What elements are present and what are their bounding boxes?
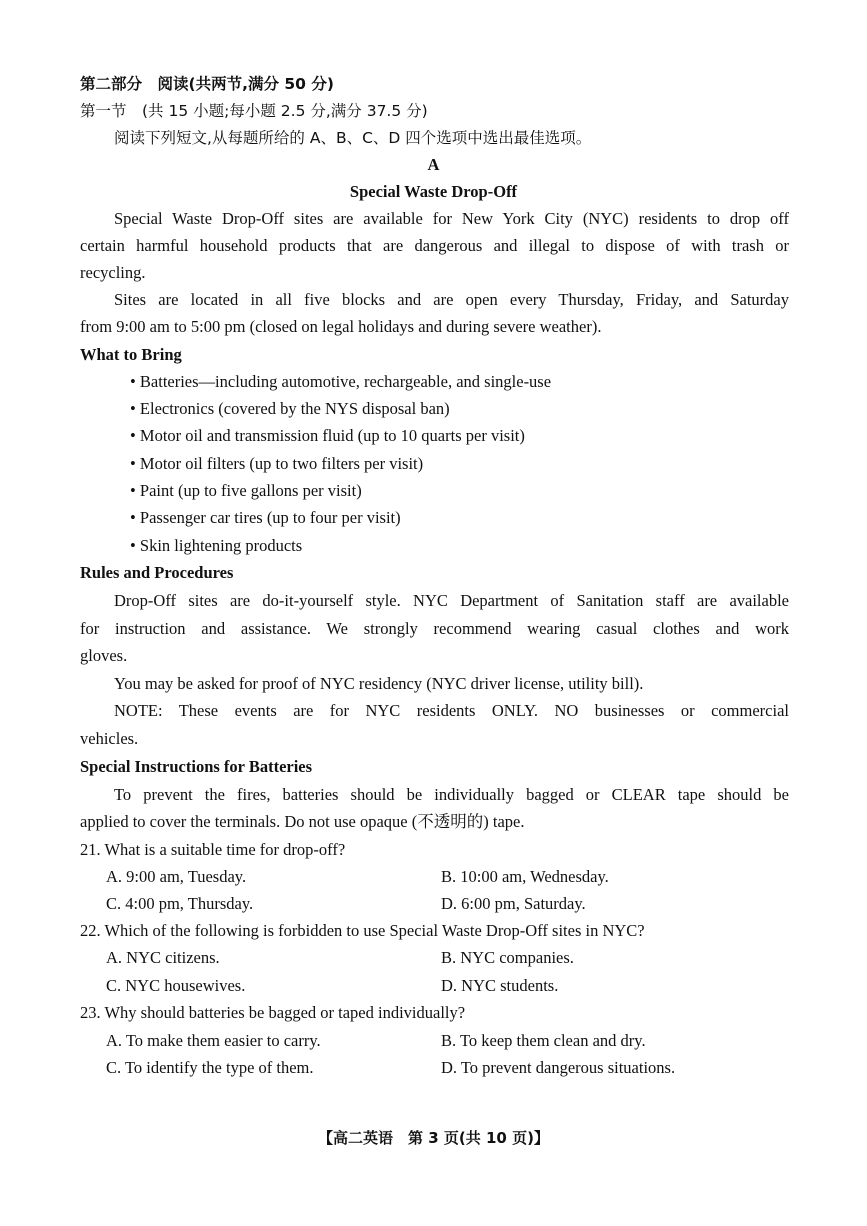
bring-item: • Batteries—including automotive, rechargeable, and single-use — [130, 372, 552, 391]
question-22-option-c[interactable]: C. NYC housewives. — [106, 976, 246, 995]
bring-item: • Motor oil filters (up to two filters per visit) — [130, 454, 424, 473]
schedule-line-2: from 9:00 am to 5:00 pm (closed on legal holidays and during severe weather). — [80, 317, 602, 336]
rules-heading: Rules and Procedures — [80, 563, 234, 582]
bring-item: • Motor oil and transmission fluid (up to 10 quarts per visit) — [130, 426, 525, 445]
question-21-option-a[interactable]: A. 9:00 am, Tuesday. — [106, 867, 247, 886]
question-23-option-c[interactable]: C. To identify the type of them. — [106, 1058, 314, 1077]
question-22-option-b[interactable]: B. NYC companies. — [441, 948, 574, 967]
bring-item: • Paint (up to five gallons per visit) — [130, 481, 362, 500]
rules-p3-line-1: NOTE: These events are for NYC residents ONLY. NO businesses or commercial — [114, 701, 789, 720]
passage-letter: A — [427, 155, 440, 174]
what-to-bring-heading: What to Bring — [80, 345, 182, 364]
question-23-stem: 23. Why should batteries be bagged or taped individually? — [80, 1003, 466, 1022]
bring-item: • Skin lightening products — [130, 536, 303, 555]
bring-item: • Electronics (covered by the NYS disposal ban) — [130, 399, 450, 418]
section-heading: 第一节 (共 15 小题;每小题 2.5 分,满分 37.5 分) — [80, 102, 428, 120]
passage-title: Special Waste Drop-Off — [349, 182, 518, 201]
bring-item: • Passenger car tires (up to four per visit) — [130, 508, 401, 527]
rules-p1-line-3: gloves. — [80, 646, 128, 665]
page-footer: 【高二英语 第 3 页(共 10 页)】 — [318, 1129, 549, 1147]
question-23-option-a[interactable]: A. To make them easier to carry. — [106, 1031, 321, 1050]
intro-line-1: Special Waste Drop-Off sites are available for New York City (NYC) residents to drop off — [114, 209, 789, 228]
schedule-line-1: Sites are located in all five blocks and are open every Thursday, Friday, and Saturday — [114, 290, 789, 309]
question-23-option-d[interactable]: D. To prevent dangerous situations. — [441, 1058, 676, 1077]
question-22-stem: 22. Which of the following is forbidden to use Special Waste Drop-Off sites in NYC? — [80, 921, 645, 940]
rules-p2: You may be asked for proof of NYC residency (NYC driver license, utility bill). — [114, 674, 644, 693]
question-21-stem: 21. What is a suitable time for drop-off? — [80, 840, 346, 859]
rules-p1-line-1: Drop-Off sites are do-it-yourself style. NYC Department of Sanitation staff are available — [114, 591, 789, 610]
question-22-option-a[interactable]: A. NYC citizens. — [106, 948, 220, 967]
rules-p1-line-2: for instruction and assistance. We strongly recommend wearing casual clothes and work — [80, 619, 789, 638]
intro-line-3: recycling. — [80, 263, 146, 282]
batteries-heading: Special Instructions for Batteries — [80, 757, 313, 776]
intro-line-2: certain harmful household products that are dangerous and illegal to dispose of with trash or — [80, 236, 789, 255]
batteries-line-1: To prevent the fires, batteries should be individually bagged or CLEAR tape should be — [114, 785, 789, 804]
question-21-option-d[interactable]: D. 6:00 pm, Saturday. — [441, 894, 586, 913]
question-21-option-b[interactable]: B. 10:00 am, Wednesday. — [441, 867, 609, 886]
instruction: 阅读下列短文,从每题所给的 A、B、C、D 四个选项中选出最佳选项。 — [114, 129, 592, 147]
question-21-option-c[interactable]: C. 4:00 pm, Thursday. — [106, 894, 254, 913]
batteries-line-2: applied to cover the terminals. Do not use opaque (不透明的) tape. — [80, 812, 525, 831]
part-heading: 第二部分 阅读(共两节,满分 50 分) — [80, 75, 334, 93]
question-23-option-b[interactable]: B. To keep them clean and dry. — [441, 1031, 646, 1050]
question-22-option-d[interactable]: D. NYC students. — [441, 976, 559, 995]
rules-p3-line-2: vehicles. — [80, 729, 139, 748]
